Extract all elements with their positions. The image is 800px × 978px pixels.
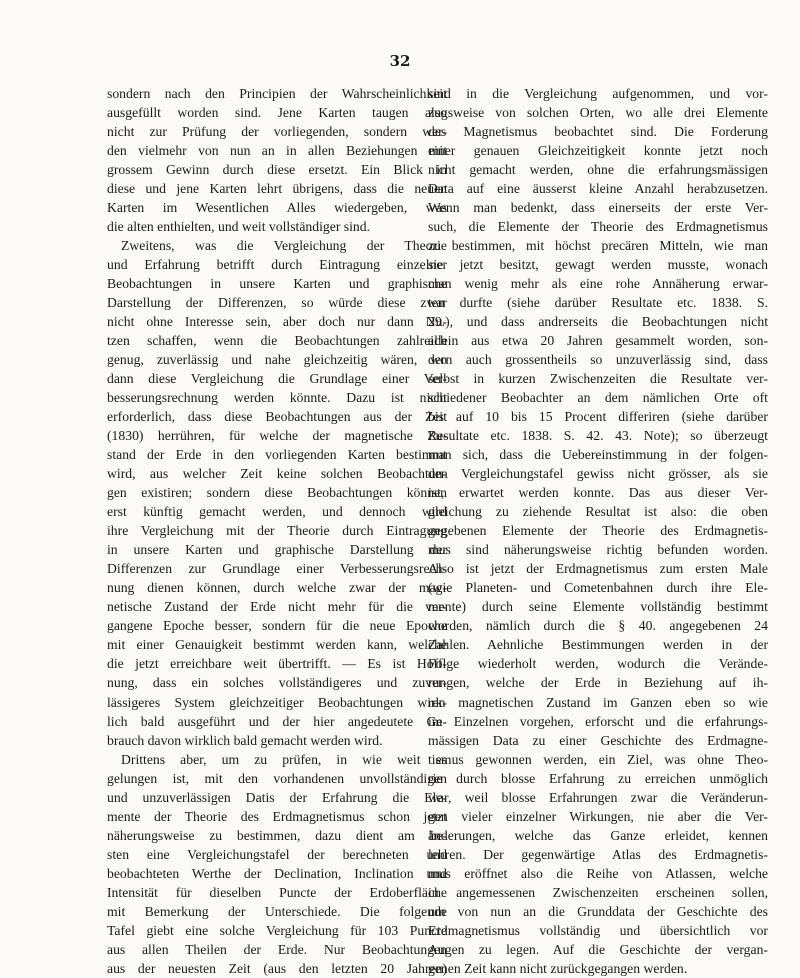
text-line: stand der Erde in den vorliegenden Karten bestimmt (107, 447, 447, 463)
text-line: allein aus etwa 20 Jahren gesammelt worden, son- (428, 333, 768, 349)
text-line: dann diese Vergleichung die Grundlage einer Ver- (107, 371, 447, 387)
text-line: Augen zu legen. Auf die Geschichte der vergan- (428, 941, 768, 957)
text-line: näherungsweise zu bestimmen, dazu dient am be- (107, 827, 447, 843)
text-line: dern auch grossentheils so unzuverlässig sind, dass (428, 352, 768, 368)
text-line: erforderlich, dass diese Beobachtungen aus der Zeit (107, 409, 447, 425)
text-line: Also ist jetzt der Erdmagnetismus zum ersten Male (428, 561, 768, 577)
text-line: nung, dass ein solches vollständigeres und zuver- (107, 675, 447, 691)
text-line: in angemessenen Zwischenzeiten erscheinen sollen, (428, 884, 768, 900)
text-line: aus der neuesten Zeit (aus den letzten 20 Jahren) (107, 960, 447, 976)
text-line: gleichung zu ziehende Resultat ist also: die oben (428, 504, 768, 520)
text-line: lich bald ausgeführt und der hier angedeutete Ge- (107, 713, 447, 729)
text-line: netische Zustand der Erde nicht mehr für die ver- (107, 599, 447, 615)
text-line: Zweitens, was die Vergleichung der Theorie (121, 238, 447, 254)
text-line: ist, erwartet werden konnte. Das aus dieser Ver- (428, 485, 768, 501)
text-line: und unzuverlässigen Datis der Erfahrung die Ele- (107, 789, 447, 805)
text-line: des Magnetismus beobachtet sind. Die Forderung (428, 124, 768, 140)
text-line: tzen schaffen, wenn die Beobachtungen zahlreich (107, 333, 447, 349)
text-line: nicht gemacht werden, ohne die erfahrungsmässigen (428, 162, 768, 178)
text-line: rie durch blosse Erfahrung zu erreichen unmöglich (428, 770, 768, 786)
text-line: lehren. Der gegenwärtige Atlas des Erdmagnetis- (428, 846, 768, 862)
text-line: änderungen, welche das Ganze erleidet, kennen (428, 827, 768, 843)
text-line: diese und jene Karten lehrt übrigens, dass die neuen (107, 181, 447, 197)
text-line: in unsere Karten und graphische Darstellung der (107, 542, 447, 558)
text-line: mässigen Data zu einer Geschichte des Erdmagne- (428, 732, 768, 748)
text-line: wird, aus welcher Zeit keine solchen Beobachtun- (107, 466, 447, 482)
text-line: Folge wiederholt werden, wodurch die Verände- (428, 656, 768, 672)
text-line: Data auf eine äusserst kleine Anzahl herabzusetzen. (428, 181, 768, 197)
text-line: die jetzt erreichbare weit übertrifft. — Es ist Hoff- (107, 656, 447, 672)
text-line: im Einzelnen vorgehen, erforscht und die erfahrungs- (428, 713, 768, 729)
text-line: ten durfte (siehe darüber Resultate etc. 1838. S. (428, 295, 768, 311)
text-line: brauch davon wirklich bald gemacht werden wird. (107, 732, 383, 748)
text-line: Drittens aber, um zu prüfen, in wie weit es (121, 751, 447, 767)
text-line: worden, nämlich durch die § 40. angegebenen 24 (428, 618, 768, 634)
text-line: besserungsrechnung werden könnte. Dazu ist nicht (107, 390, 447, 406)
text-line: man sich, dass die Uebereinstimmung in der folgen- (428, 447, 768, 463)
text-line: Tafel giebt eine solche Vergleichung für 103 Puncte (107, 922, 447, 938)
text-line: sind in die Vergleichung aufgenommen, und vor- (428, 86, 768, 101)
text-line: sondern nach den Principien der Wahrscheinlichkeit (107, 86, 447, 101)
text-line: nicht zur Prüfung der vorliegenden, sondern wer- (107, 124, 447, 140)
text-line: Beobachtungen in unsere Karten und graphische (107, 276, 447, 292)
text-line: (wie Planeten- und Cometenbahnen durch ihre Ele- (428, 580, 768, 596)
text-line: gangene Epoche besser, sondern für die neue Epoche (107, 618, 447, 634)
text-line: den Vergleichungstafel gewiss nicht grösser, als sie (428, 466, 768, 482)
text-line: gelungen ist, mit den vorhandenen unvollständigen (107, 770, 447, 786)
text-line: gen vieler einzelner Wirkungen, nie aber die Ver- (428, 808, 768, 824)
text-line: die alten enthielten, und weit vollständiger sind. (107, 219, 371, 235)
text-line: und Erfahrung betrifft durch Eintragung einzelner (107, 257, 447, 273)
text-line: mente der Theorie des Erdmagnetismus schon jetzt (107, 808, 447, 824)
text-line: sie jetzt besitzt, gewagt werden musste, wonach (428, 257, 768, 273)
text-line: man wenig mehr als eine rohe Annäherung erwar- (428, 276, 768, 292)
text-line: gen existiren; sondern diese Beobachtungen können (107, 485, 447, 501)
text-line: ausgefüllt worden sind. Jene Karten taugen also (107, 105, 447, 121)
text-line: tismus gewonnen werden, ein Ziel, was ohne Theo- (428, 751, 768, 767)
text-line: Karten im Wesentlichen Alles wiedergeben, was (107, 200, 447, 216)
text-line: einer genauen Gleichzeitigkeit konnte jetzt noch (428, 143, 768, 159)
text-line: genug, zuverlässig und nahe gleichzeitig wären, wo (107, 352, 447, 368)
text-line: Intensität für dieselben Puncte der Erdoberfläche (107, 884, 447, 900)
text-line: (1830) herrühren, für welche der magnetische Zu- (107, 428, 447, 444)
text-line: mus eröffnet also die Reihe von Atlassen, welche (428, 865, 768, 881)
text-line: nung dienen können, durch welche zwar der mag- (107, 580, 447, 596)
text-line: Darstellung der Differenzen, so würde diese zwar (107, 295, 447, 311)
right-column (428, 84, 768, 978)
text-line: rungen, welche der Erde in Beziehung auf ih- (428, 675, 768, 691)
text-line: um von nun an die Grunddata der Geschichte des (428, 903, 768, 919)
text-line: such, die Elemente der Theorie des Erdmagnetismus (428, 219, 768, 235)
left-column (107, 84, 447, 978)
text-line: gegebenen Elemente der Theorie des Erdmagnetis- (428, 523, 768, 539)
text-line: zugsweise von solchen Orten, wo alle drei Elemente (428, 105, 768, 121)
text-line: ren magnetischen Zustand im Ganzen eben so wie (428, 694, 768, 710)
text-line: beobachteten Werthe der Declination, Inclination und (107, 865, 447, 881)
text-line: ihre Vergleichung mit der Theorie durch Eintragung (107, 523, 447, 539)
text-line: Resultate etc. 1838. S. 42. 43. Note); so überzeugt (428, 428, 768, 444)
text-line: mit einer Genauigkeit bestimmt werden kann, welche (107, 637, 447, 653)
page-number: 32 (389, 52, 411, 70)
text-line: erst künftig gemacht werden, und dennoch wird (107, 504, 447, 520)
text-line: aus allen Theilen der Erde. Nur Beobachtungen (107, 941, 447, 957)
text-line: nicht ohne Interesse sein, aber doch nur dann Nu- (107, 314, 447, 330)
text-line: genen Zeit kann nicht zurückgegangen werden. (428, 960, 688, 976)
text-line: 29.), und dass andrerseits die Beobachtungen nicht (428, 314, 768, 330)
text-line: zu bestimmen, mit höchst precären Mitteln, wie man (428, 238, 768, 254)
text-line: den vielmehr von nun an in allen Beziehungen mit (107, 143, 447, 159)
text-line: mus sind näherungsweise richtig befunden worden. (428, 542, 768, 558)
text-line: sten eine Vergleichungstafel der berechneten und (107, 846, 447, 862)
text-line: Differenzen zur Grundlage einer Verbesserungsrech- (107, 561, 447, 577)
text-line: mit Bemerkung der Unterschiede. Die folgende (107, 903, 447, 919)
text-line: bis auf 10 bis 15 Procent differiren (siehe darüber (428, 409, 768, 425)
text-line: Erdmagnetismus vollständig und übersichtlich vor (428, 922, 768, 938)
text-line: Zahlen. Aehnliche Bestimmungen werden in der (428, 637, 768, 653)
text-line: Wenn man bedenkt, dass einerseits der erste Ver- (428, 200, 768, 216)
text-line: war, weil blosse Erfahrungen zwar die Veränderun- (428, 789, 768, 805)
text-line: grossem Gewinn durch diese ersetzt. Ein Blick in (107, 162, 447, 178)
text-line: schiedener Beobachter an dem nämlichen Orte oft (428, 390, 768, 406)
text-line: mente) durch seine Elemente vollständig bestimmt (428, 599, 768, 615)
text-line: selbst in kurzen Zwischenzeiten die Resultate ver- (428, 371, 768, 387)
text-line: lässigeres System gleichzeitiger Beobachtungen wirk- (107, 694, 447, 710)
